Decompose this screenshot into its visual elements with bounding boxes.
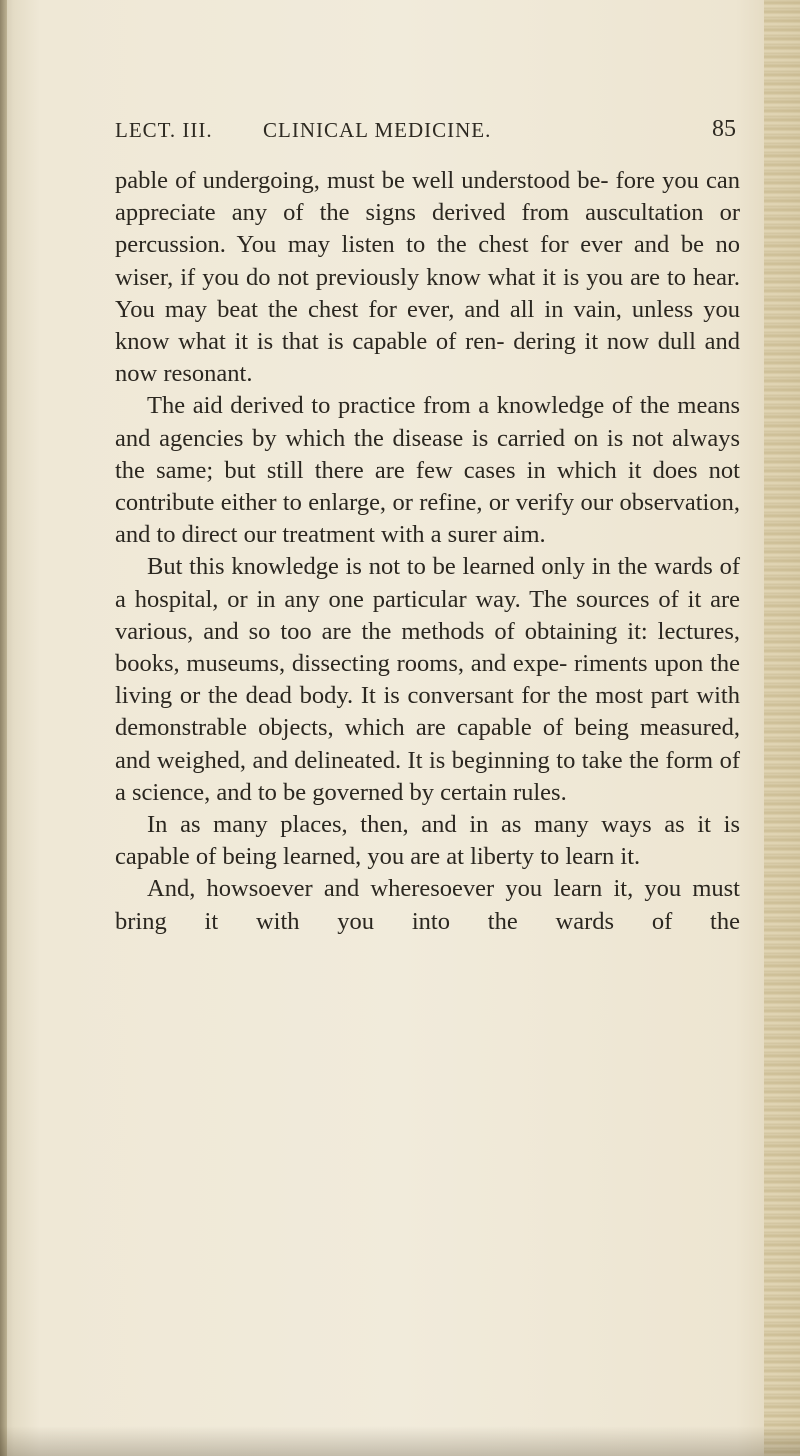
- paragraph-4: In as many places, then, and in as many ways as it is capable of being learned, you are at liberty to learn it.: [115, 811, 740, 871]
- header-lecture: LECT. III.: [115, 118, 213, 142]
- body-text: [115, 165, 740, 938]
- page-number: 85: [712, 116, 736, 142]
- paragraph-3: But this knowledge is not to be learned only in the wards of a hospital, or in any one particular way. The sources of it are various, and so too are the methods of obtaining it: lectures, books, museums, dissecting rooms, and expe- riments upon the living or the dead body. It is conversant for the most part with demonstrable objects, which are capable of being measured, and weighed, and delineated. It is beginning to take the form of a science, and to be governed by certain rules.: [115, 553, 740, 806]
- paragraph-2: The aid derived to practice from a knowledge of the means and agencies by which the disease is carried on is not always the same; but still there are few cases in which it does not contribute either to enlarge, or refine, or verify our observation, and to direct our treatment with a surer aim.: [115, 392, 740, 549]
- page-gutter-shadow: [0, 0, 7, 1456]
- page-fore-edge: [764, 0, 800, 1456]
- running-header: [115, 118, 736, 148]
- paragraph-5: And, howsoever and wheresoever you learn it, you must bring it with you into the wards of the: [115, 875, 740, 935]
- header-title: CLINICAL MEDICINE.: [263, 118, 492, 142]
- paragraph-1: pable of undergoing, must be well understood be- fore you can appreciate any of the signs derived from auscultation or percussion. You may listen to the chest for ever and be no wiser, if you do not previously know what it is you are to hear. You may beat the chest for ever, and all in vain, unless you know what it is that is capable of ren- dering it now dull and now resonant.: [115, 167, 740, 388]
- page-bottom-shadow: [0, 1426, 800, 1456]
